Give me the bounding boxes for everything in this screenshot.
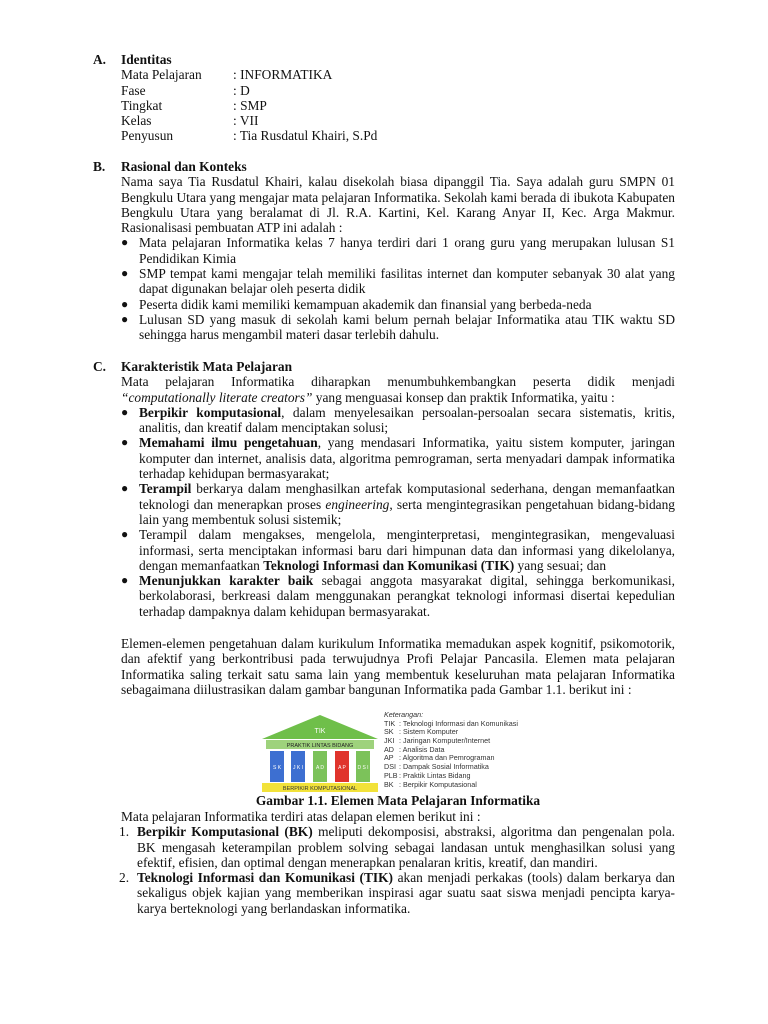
paragraph: “computationally literate creators” yang menguasai konsep dan praktik Informatika, yaitu : xyxy=(121,389,615,405)
roof-label: TIK xyxy=(314,728,326,735)
legend-row: DSI : Dampak Sosial Informatika xyxy=(384,762,489,772)
legend-row: SK : Sistem Komputer xyxy=(384,727,459,737)
bullet-icon: ● xyxy=(121,527,129,542)
identity-row: Kelas : VII xyxy=(121,113,259,129)
list-item: ● Menunjukkan karakter baik sebagai anggota masyarakat digital, sehingga berkomunikasi, berkolaborasi, berkreasi dalam menggunakan perangkat teknologi informasi disertai kepedulian terhadap dampaknya dalam kehidupan bermasyarakat. xyxy=(121,573,675,619)
bullet-icon: ● xyxy=(121,296,129,311)
pillar-label: A P xyxy=(338,765,346,771)
section-letter: B. xyxy=(93,159,106,174)
numbered-list xyxy=(119,824,675,916)
base-label: BERPIKIR KOMPUTASIONAL xyxy=(282,786,358,792)
figure-caption: Gambar 1.1. Elemen Mata Pelajaran Informatika xyxy=(255,793,541,808)
list-item: 1. Berpikir Komputasional (BK) meliputi dekomposisi, abstraksi, algoritma dan pengenalan pola. BK mengasah keterampilan problem solving sebagai landasan untuk menghasilkan solusi yang efektif, efisien, dan optimal dengan menerapkan penalaran kritis, kreatif, dan mandiri. xyxy=(119,824,675,870)
pillar-label: J K I xyxy=(292,765,304,771)
identity-row: Tingkat : SMP xyxy=(121,97,267,113)
bullet-icon: ● xyxy=(121,481,129,496)
legend-title: Keterangan: xyxy=(384,710,424,719)
list-item: ● Berpikir komputasional, dalam menyelesaikan persoalan-persoalan secara sistematis, kritis, analitis, dan kreatif dalam menciptakan solusi; xyxy=(121,404,675,436)
numbered-section xyxy=(121,809,675,916)
list-item: ● Peserta didik kami memiliki kemampuan akademik dan finansial yang berbeda-neda xyxy=(121,296,592,312)
section-identitas xyxy=(93,52,675,144)
list-item: ● SMP tempat kami mengajar telah memiliki fasilitas internet dan komputer sebanyak 30 alat yang dapat digunakan belajar oleh peserta didik xyxy=(121,266,675,297)
section-karakteristik xyxy=(93,359,675,619)
figure-legend xyxy=(384,710,518,789)
section-title: Karakteristik Mata Pelajaran xyxy=(121,359,293,374)
list-item: ● Memahami ilmu pengetahuan, yang mendasari Informatika, yaitu sistem komputer, jaringan komputer dan internet, analisis data, algoritma pemrograman, serta menyadari dampak informatika terhadap kehidupan bermasyarakat; xyxy=(121,435,675,482)
section-title: Identitas xyxy=(121,52,172,67)
legend-row: PLB : Praktik Lintas Bidang xyxy=(384,770,471,780)
bullet-icon: ● xyxy=(121,573,129,588)
legend-row: BK : Berpikir Komputasional xyxy=(384,779,477,789)
building-illustration xyxy=(258,711,382,795)
paragraph: Mata pelajaran Informatika diharapkan menumbuhkembangkan peserta didik menjadi xyxy=(121,374,675,390)
bullet-icon: ● xyxy=(121,235,129,250)
pillar-label: S K xyxy=(272,765,282,771)
bullet-list xyxy=(121,405,675,619)
list-item: ● Lulusan SD yang masuk di sekolah kami belum pernah belajar Informatika atau TIK waktu SD sehingga harus mengambil materi dasar terlebih dahulu. xyxy=(121,311,675,343)
paragraph: Elemen-elemen pengetahuan dalam kurikulum Informatika memadukan aspek kognitif, psikomotorik, dan afektif yang berkontribusi pada terwujudnya Profi Pelajar Pancasila. Elemen mata pelajaran Informatika saling terkait satu sama lain yang membentuk keseluruhan mata pelajaran Informatika sebagaimana diilustrasikan dalam gambar bangunan Informatika pada Gambar 1.1. berikut ini : xyxy=(121,636,675,697)
list-item: ● Terampil dalam mengakses, mengelola, menginterpretasi, mengintegrasikan, mengevaluasi informasi, serta menciptakan informasi baru dari himpunan data dan informasi yang dikelolanya, dengan memanfaatkan Teknologi Informasi dan Komunikasi (TIK) yang sesuai; dan xyxy=(121,527,675,573)
pillar-label: D S I xyxy=(357,765,369,771)
bullet-icon: ● xyxy=(121,311,129,326)
legend-row: TIK : Teknologi Informasi dan Komunikasi xyxy=(384,718,518,728)
bullet-icon: ● xyxy=(121,404,129,419)
paragraph: Nama saya Tia Rusdatul Khairi, kalau disekolah biasa dipanggil Tia. Saya adalah guru SMPN 01 Bengkulu Utara yang mengajar mata pelajaran Informatika. Sekolah kami berada di ibukota Kabupaten Bengkulu Utara yang beralamat di Jl. R.A. Kartini, Kel. Karang Anyar II, Kec. Arga Makmur. Rasionalisasi pembuatan ATP ini adalah : xyxy=(121,174,675,236)
bullet-icon: ● xyxy=(121,266,129,281)
identity-row: Fase : D xyxy=(121,82,250,98)
section-letter: A. xyxy=(93,52,107,67)
paragraph: Mata pelajaran Informatika terdiri atas delapan elemen berikut ini : xyxy=(121,809,481,824)
beam-label: PRAKTIK LINTAS BIDANG xyxy=(286,743,354,749)
roof-shape xyxy=(262,715,378,739)
legend-row: JKI : Jaringan Komputer/Internet xyxy=(384,736,491,746)
identity-row: Penyusun : Tia Rusdatul Khairi, S.Pd xyxy=(121,128,378,144)
pillar-label: A D xyxy=(315,765,325,771)
figure-informatika-building xyxy=(258,711,548,795)
section-rasional xyxy=(93,159,675,343)
section-letter: C. xyxy=(93,359,107,374)
identity-row: Mata Pelajaran : INFORMATIKA xyxy=(121,67,333,83)
section-title: Rasional dan Konteks xyxy=(121,159,247,174)
list-item: 2. Teknologi Informasi dan Komunikasi (TIK) akan menjadi perkakas (tools) dalam berkarya dan sekaligus objek kajian yang memberikan inspirasi agar suatu saat siswa menjadi pencipta karya-karya berteknologi yang berlandaskan informatika. xyxy=(119,870,675,916)
bullet-icon: ● xyxy=(121,435,129,450)
bullet-list xyxy=(121,235,675,342)
list-item: ● Mata pelajaran Informatika kelas 7 hanya terdiri dari 1 orang guru yang merupakan lulusan S1 Pendidikan Kimia xyxy=(121,235,675,266)
legend-row: AD : Analisis Data xyxy=(384,744,445,754)
legend-row: AP : Algoritma dan Pemrograman xyxy=(384,753,495,763)
list-item: ● Terampil berkarya dalam menghasilkan artefak komputasional sederhana, dengan memanfaatkan teknologi dan menerapkan proses engineering, serta mengintegrasikan pengetahuan bidang-bidang lain yang membentuk solusi sistemik; xyxy=(121,481,675,527)
